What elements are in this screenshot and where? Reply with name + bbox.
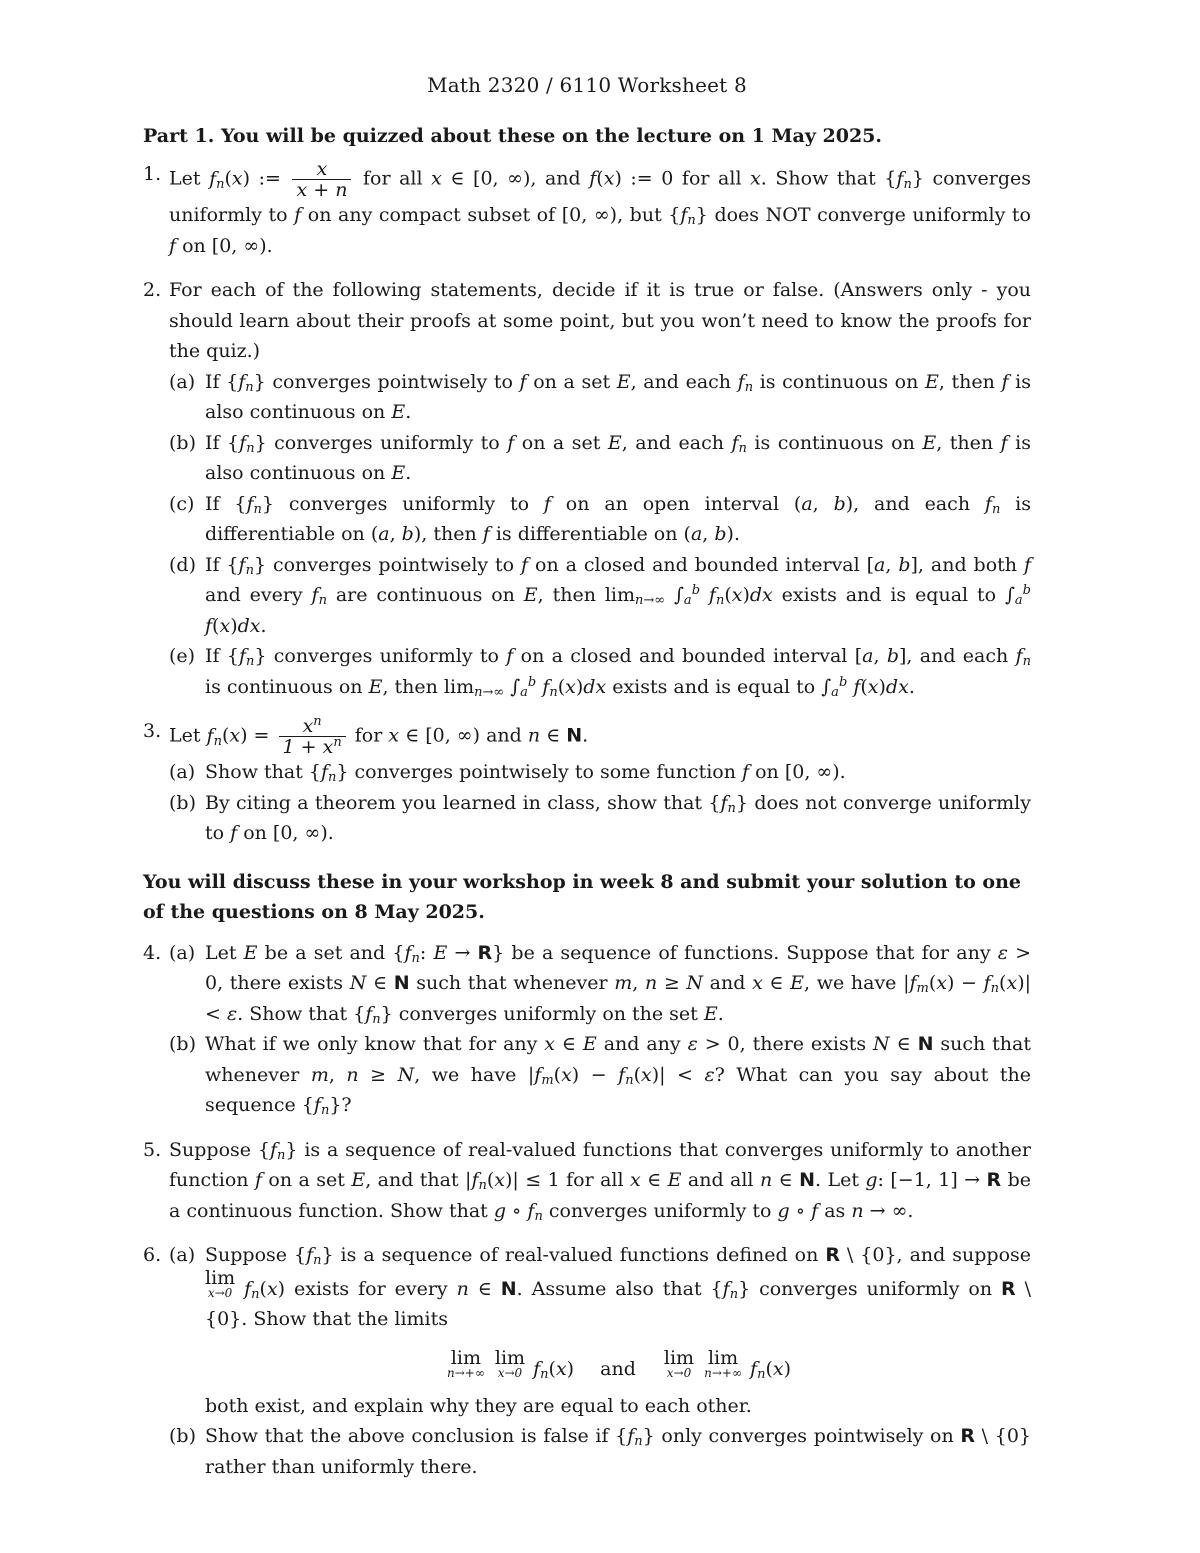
q2-intro: For each of the following statements, decide if it is true or false. (Answers only - you should learn about their proofs at some point, but you won’t need to know the proofs for the quiz.) (169, 279, 1031, 362)
q2-part-c: (c) If $\{f_n\}$ converges uniformly to f on an open interval (a, b), and each $f_n$ is differentiable on (a, b), then f is differentiable on (a, b). (169, 489, 1031, 550)
question-number: 1. (143, 163, 162, 185)
question-3: 3. Let $f_n(x)$ = $\frac{x^n}{1 + x^n}$ for x ∈ [0, ∞) and n ∈ N. (a) Show that $\{f_n\}$ converges pointwisely to some function f on [0, ∞). (b) By citing a theorem you learned in class, show that $\{f_n\}$ does not converge uniformly to f on [0, ∞). (143, 716, 1031, 849)
question-number: 5. (143, 1138, 162, 1161)
q2-part-e: (e) If $\{f_n\}$ converges uniformly to f on a closed and bounded interval [a, b], and each $f_n$ is continuous on E, then $\lim_{n\to\infty} \int_a^b$ $f_n(x)dx$ exists and is equal to $\int_a^b$ f(x)dx. (169, 641, 1031, 702)
question-2 (143, 275, 1031, 702)
display-equation: lim n→+∞ lim x→0 $f_n(x)$ and lim x→0 lim n→+∞ $f_n(x)$ (447, 1346, 791, 1382)
question-number: 4. (143, 941, 162, 964)
part-label: (a) (169, 761, 196, 783)
part-label: (a) (169, 941, 196, 964)
fraction: $\frac{x^n}{1 + x^n}$ (279, 716, 346, 757)
part-label: (b) (169, 1425, 196, 1447)
part-label: (b) (169, 431, 196, 454)
part-label: (a) (169, 1244, 196, 1266)
and-word: and (600, 1357, 636, 1380)
question-4 (143, 938, 1031, 1121)
part-label: (d) (169, 553, 196, 576)
q6-part-b: (b) Show that the above conclusion is false if $\{f_n\}$ only converges pointwisely on R \ {0} rather than uniformly there. (169, 1421, 1031, 1482)
part-label: (b) (169, 791, 196, 814)
q2-part-d: (d) If $\{f_n\}$ converges pointwisely to f on a closed and bounded interval [a, b], and both f and every $f_n$ are continuous on E, then $\lim_{n\to\infty} \int_a^b$ $f_n(x)dx$ exists and is equal to $\int_a^b$ f(x)dx. (169, 550, 1031, 642)
q1-lead: Let (169, 167, 210, 190)
question-6 (143, 1240, 1031, 1482)
question-number: 6. (143, 1244, 162, 1266)
part1-heading: Part 1. You will be quizzed about these on the lecture on 1 May 2025. (143, 124, 883, 147)
q6-part-a: (a) Suppose $\{f_n\}$ is a sequence of real-valued functions defined on R \ {0}, and suppose lim x→0 $f_n(x)$ exists for every n ∈ N. Assume also that $\{f_n\}$ converges uniformly on R \ {0}. Show that the limits lim n→+∞ lim x→0 $f_n(x)$ and lim x→0 lim n→+∞ $f_n(x)$ both exist, and explain why they are equal to each other. (169, 1240, 1031, 1421)
q2-part-b: (b) If $\{f_n\}$ converges uniformly to f on a set E, and each $f_n$ is continuous on E, then f is also continuous on E. (169, 428, 1031, 489)
question-number: 3. (143, 720, 162, 742)
question-5: 5. Suppose $\{f_n\}$ is a sequence of real-valued functions that converges uniformly to another function f on a set E, and that $|f_n(x)| \le 1$ for all x ∈ E and all n ∈ N. Let g: [−1, 1] → R be a continuous function. Show that g ∘ $f_n$ converges uniformly to g ∘ f as n → ∞. (143, 1135, 1031, 1227)
question-1: 1. Let $f_n(x)$ := $\frac{x}{x + n}$ for all x ∈ [0, ∞), and f(x) := 0 for all x. Show that $\{f_n\}$ converges uniformly to f on any compact subset of [0, ∞), but $\{f_n\}$ does NOT converge uniformly to f on [0, ∞). (143, 158, 1031, 257)
q4-part-b: (b) What if we only know that for any x ∈ E and any ε > 0, there exists N ∈ N such that whenever m, n ≥ N, we have $|f_m(x) - f_n(x)| < \varepsilon$? What can you say about the sequence $\{f_n\}$? (169, 1029, 1031, 1121)
part-label: (c) (169, 492, 195, 515)
fraction: $\frac{x}{x + n}$ (292, 159, 351, 200)
question-number: 2. (143, 279, 162, 301)
q3-part-b: (b) By citing a theorem you learned in class, show that $\{f_n\}$ does not converge uniformly to f on [0, ∞). (169, 788, 1031, 849)
q4-part-a: (a) Let E be a set and {$f_n$: E → R} be a sequence of functions. Suppose that for any ε > 0, there exists N ∈ N such that whenever m, n ≥ N and x ∈ E, we have $|f_m(x) - f_n(x)| < \varepsilon$. Show that $\{f_n\}$ converges uniformly on the set E. (169, 938, 1031, 1030)
q2-part-a: (a) If $\{f_n\}$ converges pointwisely to f on a set E, and each $f_n$ is continuous on E, then f is also continuous on E. (169, 367, 1031, 428)
q3-part-a: (a) Show that $\{f_n\}$ converges pointwisely to some function f on [0, ∞). (169, 757, 1031, 788)
limit-operator: lim x→0 (205, 1266, 236, 1300)
part-label: (a) (169, 370, 196, 393)
part2-heading: You will discuss these in your workshop in week 8 and submit your solution to one of the questions on 8 May 2025. (143, 870, 1022, 923)
page-title: Math 2320 / 6110 Worksheet 8 (427, 73, 747, 97)
worksheet-page (143, 70, 1031, 1496)
part-label: (e) (169, 645, 196, 667)
part-label: (b) (169, 1033, 196, 1055)
